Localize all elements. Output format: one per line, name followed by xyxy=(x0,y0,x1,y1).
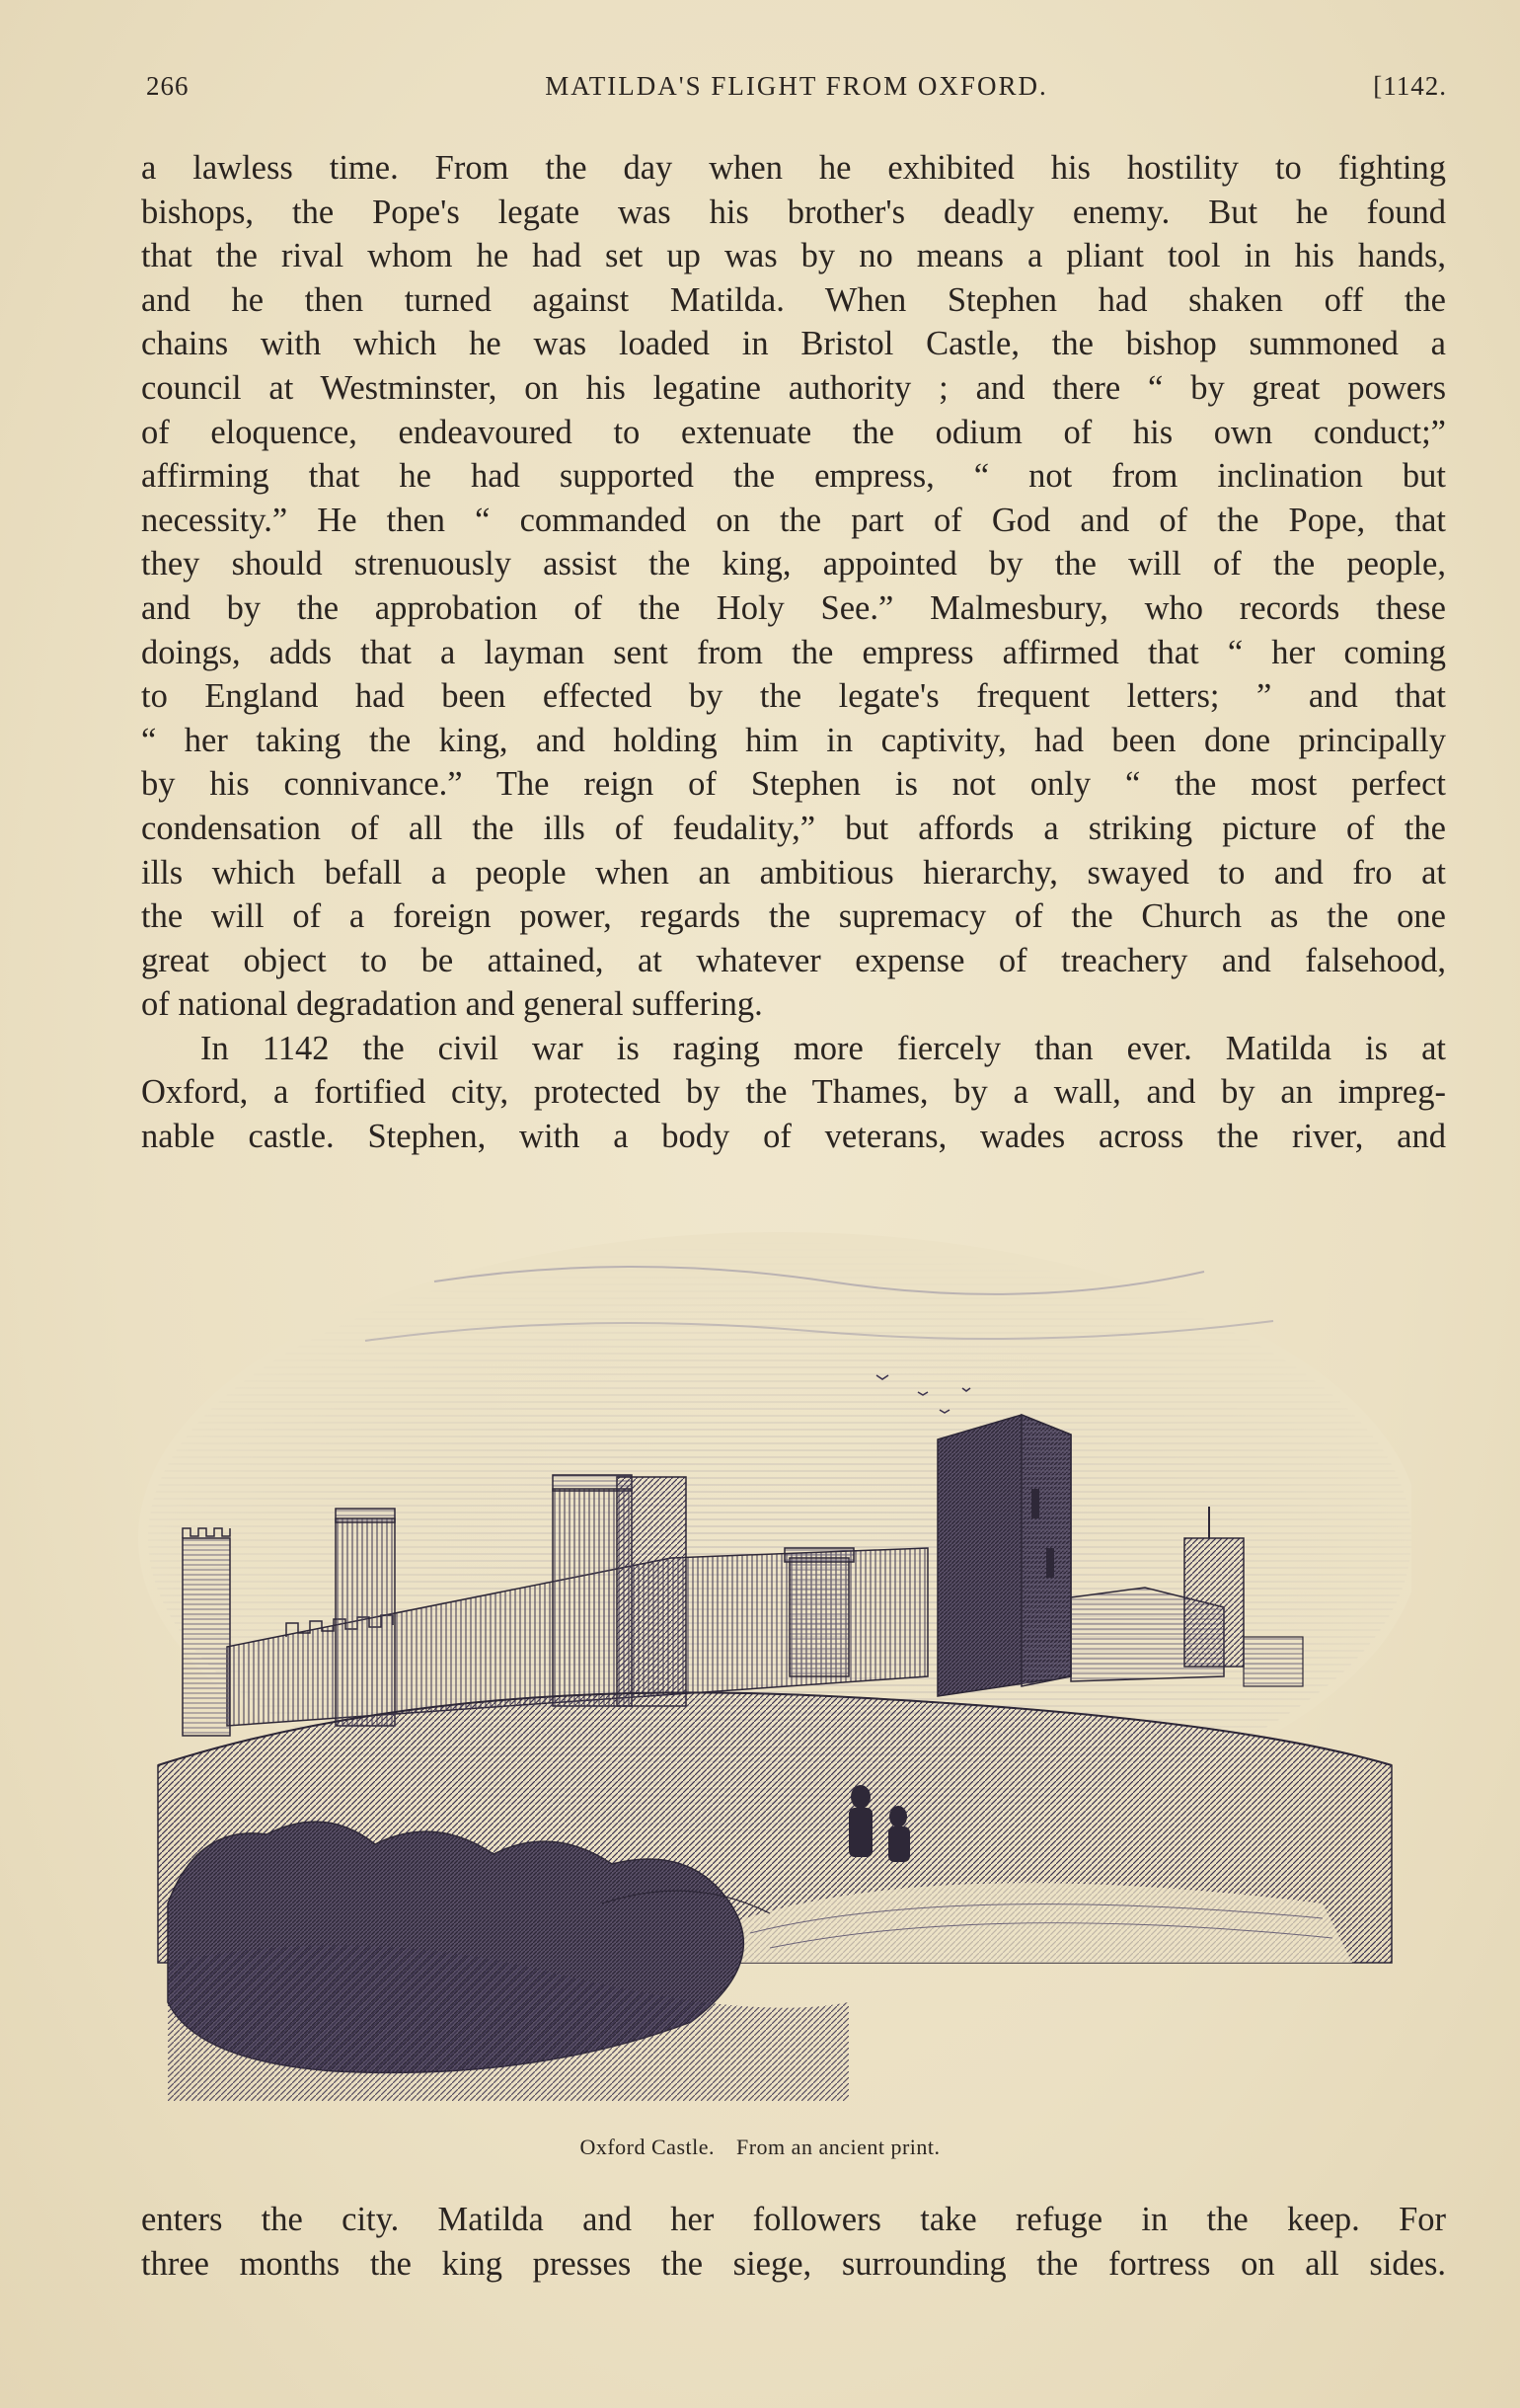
text-line: they should strenuously assist the king, appointed by the will of the people, xyxy=(141,545,1446,583)
page-number: 266 xyxy=(146,71,190,101)
text-line: “ her taking the king, and holding him in captivity, had been done principally xyxy=(141,721,1446,759)
text-line: nable castle. Stephen, with a body of veterans, wades across the river, and xyxy=(141,1118,1446,1156)
text-line: the will of a foreign power, regards the supremacy of the Church as the one xyxy=(141,897,1446,936)
text-line: doings, adds that a layman sent from the empress affirmed that “ her coming xyxy=(141,633,1446,671)
text-line: In 1142 the civil war is raging more fiercely than ever. Matilda is at xyxy=(200,1029,1446,1067)
text-line: enters the city. Matilda and her followers take refuge in the keep. For xyxy=(141,2201,1446,2238)
header-year: [1142. xyxy=(1373,71,1447,101)
text-line: bishops, the Pope's legate was his brother's deadly enemy. But he found xyxy=(141,193,1446,231)
text-line: council at Westminster, on his legatine authority ; and there “ by great powers xyxy=(141,368,1446,407)
body-paragraphs-top xyxy=(141,146,1446,1159)
caption-title: Oxford Castle. xyxy=(579,2135,715,2159)
text-line: and by the approbation of the Holy See.” Malmesbury, who records these xyxy=(141,588,1446,627)
oxford-castle-engraving xyxy=(138,1212,1411,2131)
caption-source: From an ancient print. xyxy=(736,2135,941,2159)
text-line: of eloquence, endeavoured to extenuate the odium of his own conduct;” xyxy=(141,413,1446,451)
text-line: great object to be attained, at whatever expense of treachery and falsehood, xyxy=(141,941,1446,979)
text-line: necessity.” He then “ commanded on the part of God and of the Pope, that xyxy=(141,501,1446,539)
text-line: of national degradation and general suffering. xyxy=(141,985,763,1024)
text-line: affirming that he had supported the empress, “ not from inclination but xyxy=(141,457,1446,496)
running-header xyxy=(146,71,1447,115)
text-line: condensation of all the ills of feudality,” but affords a striking picture of the xyxy=(141,809,1446,847)
figure-caption xyxy=(0,2135,1520,2160)
text-line: chains with which he was loaded in Bristol Castle, the bishop summoned a xyxy=(141,325,1446,363)
body-paragraph-bottom xyxy=(141,2198,1446,2286)
running-title: MATILDA'S FLIGHT FROM OXFORD. xyxy=(545,71,1048,101)
text-line: by his connivance.” The reign of Stephen is not only “ the most perfect xyxy=(141,765,1446,804)
text-line: to England had been effected by the legate's frequent letters; ” and that xyxy=(141,677,1446,716)
text-line: Oxford, a fortified city, protected by the Thames, by a wall, and by an impreg- xyxy=(141,1073,1446,1112)
text-line: three months the king presses the siege, surrounding the fortress on all sides. xyxy=(141,2244,1446,2283)
text-line: a lawless time. From the day when he exhibited his hostility to fighting xyxy=(141,149,1446,187)
text-line: ills which befall a people when an ambitious hierarchy, swayed to and fro at xyxy=(141,853,1446,892)
text-line: and he then turned against Matilda. When Stephen had shaken off the xyxy=(141,280,1446,319)
text-line: that the rival whom he had set up was by no means a pliant tool in his hands, xyxy=(141,237,1446,275)
